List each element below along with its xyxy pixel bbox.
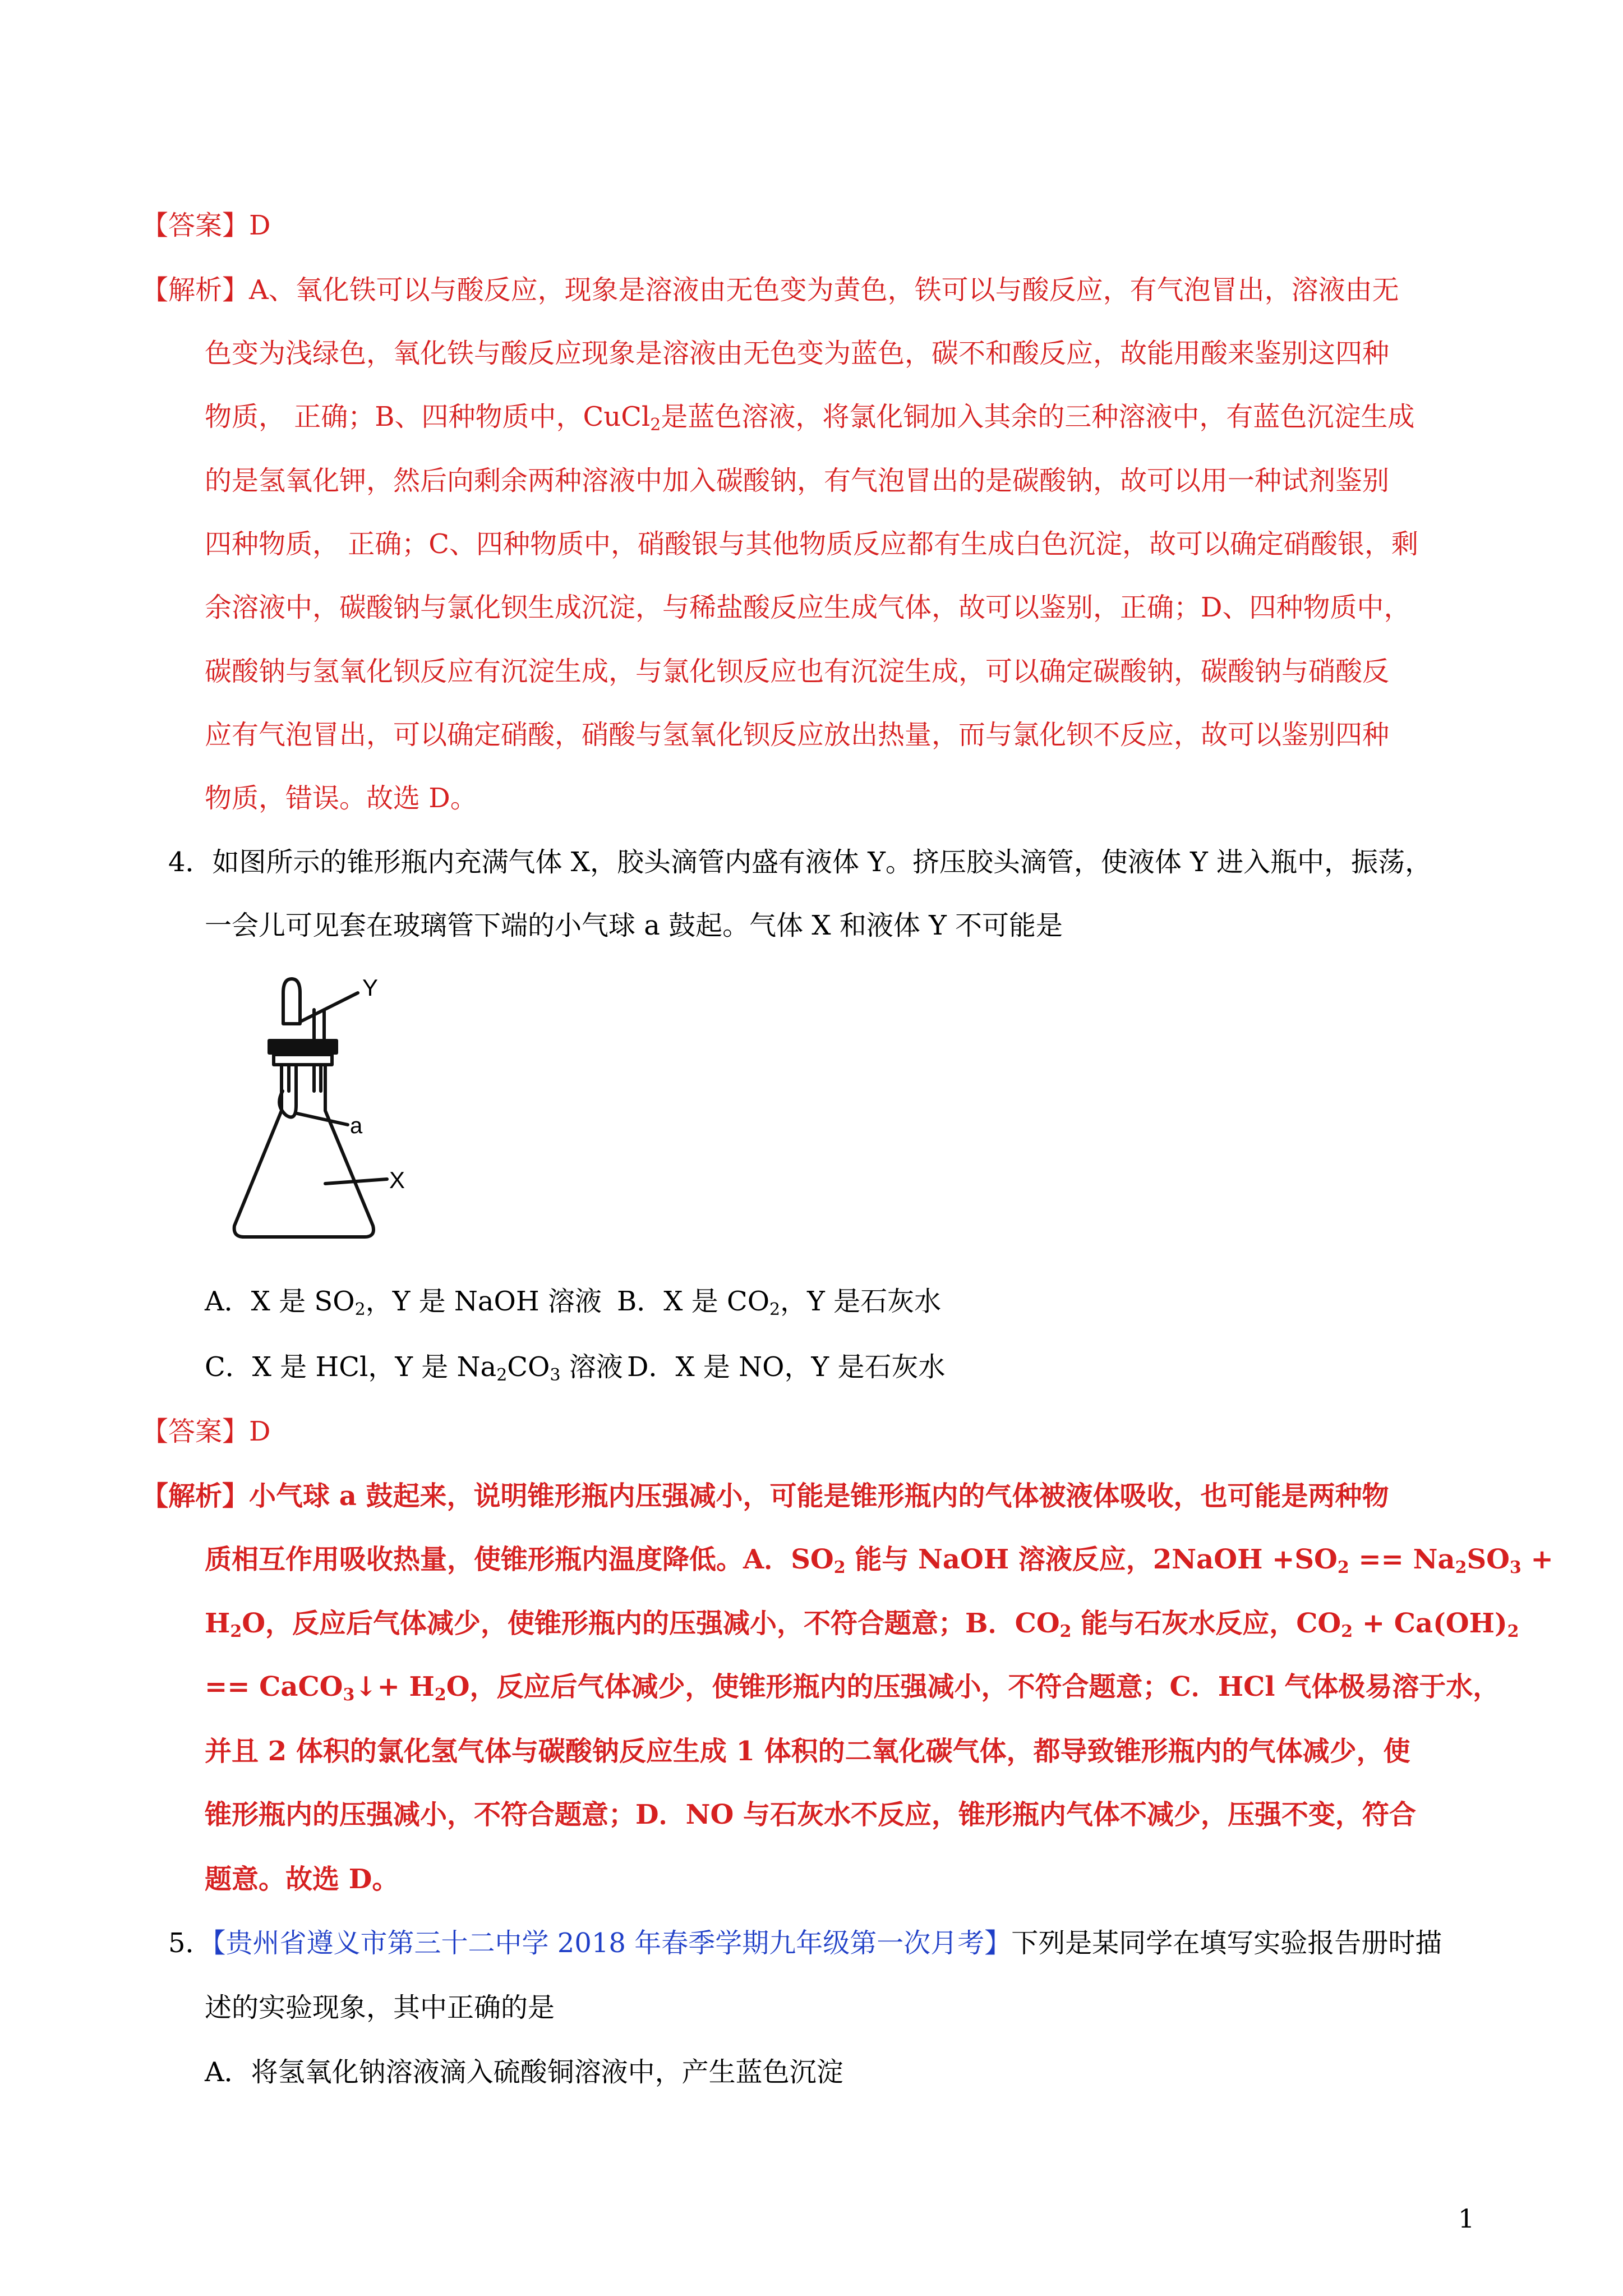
subscript: 2 xyxy=(1059,1622,1072,1641)
option-text: ，Y 是石灰水 xyxy=(780,1286,942,1317)
question-text: 下列是某同学在填写实验报告册时描 xyxy=(1011,1927,1442,1959)
q3-analysis-line-4: 的是氢氧化钾，然后向剩余两种溶液中加入碳酸钠，有气泡冒出的是碳酸钠，故可以用一种试剂鉴别 xyxy=(205,465,1390,496)
answer-label: 【答案】 xyxy=(141,1416,250,1447)
q3-analysis-line-2: 色变为浅绿色，氧化铁与酸反应现象是溶液由无色变为蓝色，碳不和酸反应，故能用酸来鉴别这四种 xyxy=(205,338,1390,369)
analysis-text: == CaCO xyxy=(205,1671,343,1703)
diagram-label-x: X xyxy=(389,1167,405,1193)
analysis-label: 【解析】 xyxy=(141,274,250,306)
q5-stem-line-1 xyxy=(168,1925,1442,1961)
answer-value: D xyxy=(249,210,271,241)
q3-analysis-line-1 xyxy=(141,272,1399,308)
option-text: C．X 是 HCl，Y 是 Na xyxy=(205,1351,497,1383)
subscript: 2 xyxy=(1455,1558,1467,1577)
q5-stem-line-2: 述的实验现象，其中正确的是 xyxy=(205,1992,555,2023)
page-number: 1 xyxy=(1458,2203,1475,2234)
q4-analysis-line-2 xyxy=(205,1542,1553,1577)
analysis-text: O，反应后气体减少，使锥形瓶内的压强减小，不符合题意；B．CO xyxy=(242,1608,1060,1639)
diagram-label-a: a xyxy=(350,1114,363,1138)
analysis-text: 质相互作用吸收热量，使锥形瓶内温度降低。A．SO xyxy=(205,1544,834,1575)
option-text: ，Y 是 NaOH 溶液 xyxy=(365,1286,602,1317)
q4-option-a xyxy=(205,1283,602,1319)
option-text: A．X 是 SO xyxy=(205,1286,355,1317)
subscript: 2 xyxy=(650,415,661,435)
q3-analysis-line-6: 余溶液中，碳酸钠与氯化钡生成沉淀，与稀盐酸反应生成气体，故可以鉴别，正确；D、四种物质中， xyxy=(205,592,1411,623)
analysis-text: 物质， 正确；B、四种物质中， xyxy=(205,401,583,432)
analysis-text: H xyxy=(205,1608,230,1639)
q4-analysis-line-1 xyxy=(141,1478,1389,1514)
subscript: 2 xyxy=(1337,1558,1349,1577)
q4-stem-line-2: 一会儿可见套在玻璃管下端的小气球 a 鼓起。气体 X 和液体 Y 不可能是 xyxy=(205,910,1063,941)
analysis-label: 【解析】 xyxy=(141,1480,250,1512)
option-text: B．X 是 CO xyxy=(617,1286,770,1317)
subscript: 2 xyxy=(769,1300,781,1319)
analysis-text: ↓+ H xyxy=(354,1671,435,1703)
q5-option-a: A．将氢氧化钠溶液滴入硫酸铜溶液中，产生蓝色沉淀 xyxy=(205,2056,843,2088)
q4-analysis-line-3 xyxy=(205,1605,1519,1641)
analysis-text: + xyxy=(1521,1544,1553,1575)
q4-option-d: D．X 是 NO，Y 是石灰水 xyxy=(627,1351,946,1383)
analysis-text: 是蓝色溶液，将氯化铜加入其余的三种溶液中，有蓝色沉淀生成 xyxy=(661,401,1415,432)
analysis-text: 能与石灰水反应，CO xyxy=(1071,1608,1341,1639)
q4-answer xyxy=(141,1414,271,1450)
subscript: 3 xyxy=(1509,1558,1521,1577)
analysis-text: SO xyxy=(1467,1544,1510,1575)
q4-stem-line-1: 4．如图所示的锥形瓶内充满气体 X，胶头滴管内盛有液体 Y。挤压胶头滴管，使液体 Y 进入瓶中，振荡， xyxy=(168,846,1432,878)
option-text: 溶液 xyxy=(560,1351,623,1383)
answer-label: 【答案】 xyxy=(141,210,250,241)
question-number: 5． xyxy=(168,1927,213,1959)
option-text: CO xyxy=(507,1351,550,1383)
subscript: 2 xyxy=(496,1365,508,1385)
analysis-text: A、氧化铁可以与酸反应，现象是溶液由无色变为黄色，铁可以与酸反应，有气泡冒出，溶液由无 xyxy=(249,274,1399,306)
subscript: 2 xyxy=(1507,1622,1519,1641)
q4-analysis-line-4 xyxy=(205,1669,1500,1705)
q4-analysis-line-6: 锥形瓶内的压强减小，不符合题意；D．NO 与石灰水不反应，锥形瓶内气体不减少，压强不变，符合 xyxy=(205,1799,1417,1830)
subscript: 3 xyxy=(550,1365,561,1385)
analysis-text: 小气球 a 鼓起来，说明锥形瓶内压强减小，可能是锥形瓶内的气体被液体吸收，也可能是两种物 xyxy=(249,1480,1389,1512)
q4-option-c xyxy=(205,1349,623,1385)
q3-analysis-line-9: 物质，错误。故选 D。 xyxy=(205,783,477,814)
q3-analysis-line-5: 四种物质， 正确；C、四种物质中，硝酸银与其他物质反应都有生成白色沉淀，故可以确定硝酸银，剩 xyxy=(205,528,1418,560)
q3-analysis-line-7: 碳酸钠与氢氧化钡反应有沉淀生成，与氯化钡反应也有沉淀生成，可以确定碳酸钠，碳酸钠与硝酸反 xyxy=(205,656,1390,687)
analysis-text: + Ca(OH) xyxy=(1353,1608,1507,1639)
subscript: 2 xyxy=(434,1685,446,1705)
formula-cucl2: CuCl xyxy=(583,401,651,432)
q4-option-b xyxy=(617,1283,941,1319)
subscript: 3 xyxy=(343,1685,355,1705)
q4-analysis-line-7: 题意。故选 D。 xyxy=(205,1864,399,1895)
subscript: 2 xyxy=(1341,1622,1353,1641)
conical-flask-diagram xyxy=(230,970,409,1262)
question-source: 【贵州省遵义市第三十二中学 2018 年春季学期九年级第一次月考】 xyxy=(212,1927,1012,1959)
q3-analysis-line-8: 应有气泡冒出，可以确定硝酸，硝酸与氢氧化钡反应放出热量，而与氯化钡不反应，故可以鉴别四种 xyxy=(205,719,1390,751)
analysis-text: 能与 NaOH 溶液反应，2NaOH +SO xyxy=(845,1544,1338,1575)
q3-answer xyxy=(141,208,271,243)
subscript: 2 xyxy=(230,1622,242,1641)
subscript: 2 xyxy=(833,1558,846,1577)
subscript: 2 xyxy=(354,1300,366,1319)
analysis-text: O，反应后气体减少，使锥形瓶内的压强减小，不符合题意；C．HCl 气体极易溶于水， xyxy=(446,1671,1500,1703)
analysis-text: == Na xyxy=(1349,1544,1455,1575)
answer-value: D xyxy=(249,1416,271,1447)
q4-analysis-line-5: 并且 2 体积的氯化氢气体与碳酸钠反应生成 1 体积的二氧化碳气体，都导致锥形瓶内的气体减少，使 xyxy=(205,1736,1410,1767)
q3-analysis-line-3 xyxy=(205,399,1414,435)
diagram-label-y: Y xyxy=(362,974,379,1001)
